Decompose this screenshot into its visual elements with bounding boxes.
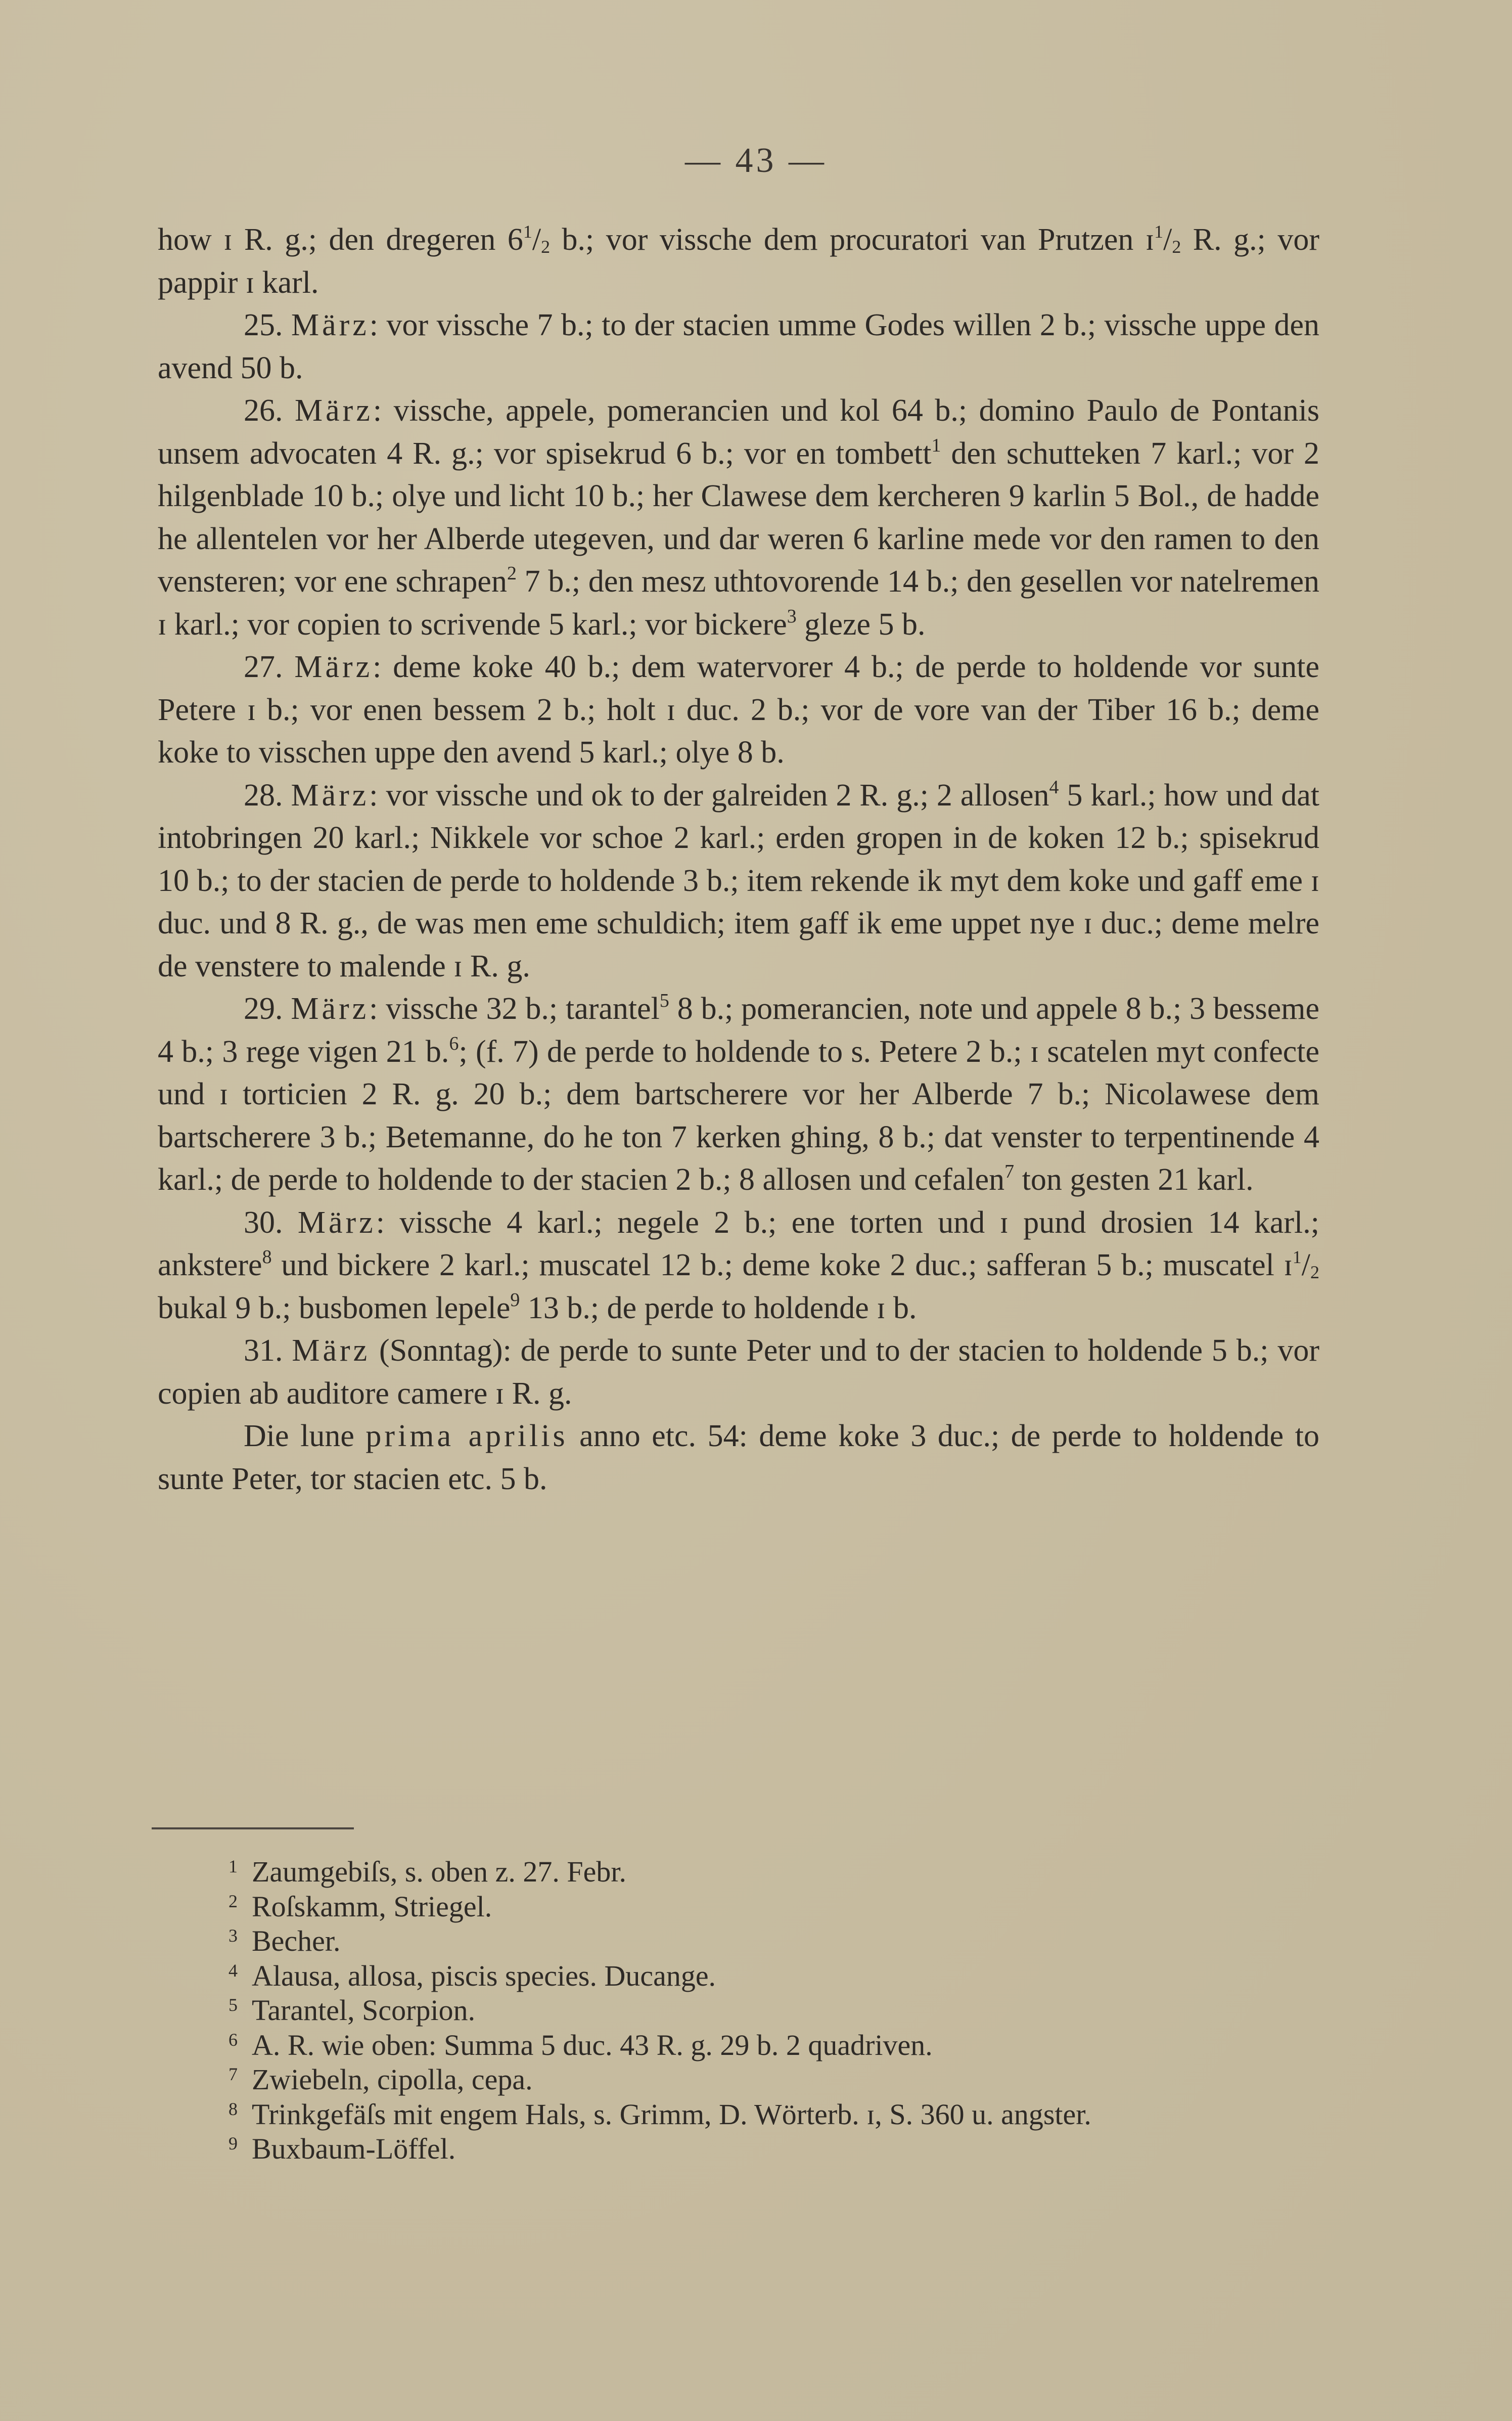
fraction: $^1/_2$ xyxy=(523,221,551,257)
paragraph xyxy=(158,304,1319,389)
text-run: 8 b.; pomerancien, note und appele 8 b.; 3 besseme 4 b.; 3 rege vigen 21 b. xyxy=(158,992,1320,1069)
footnote-text: Roſskamm, Striegel. xyxy=(252,1890,492,1923)
text-run: anno etc. 54: deme koke 3 duc.; de perde to holdende to sunte Peter, tor stacien etc. 5 b. xyxy=(158,1419,1319,1496)
text-run: und bickere 2 karl.; muscatel 12 b.; deme koke 2 duc.; safferan 5 b.; muscatel ɪ xyxy=(271,1248,1293,1282)
footnote-text: Zaumgebiſs, s. oben z. 27. Febr. xyxy=(252,1855,627,1888)
date-month: März xyxy=(292,1333,371,1368)
footnote-text: Trinkgefäſs mit engem Hals, s. Grimm, D. Wörterb. ɪ, S. 360 u. angster. xyxy=(252,2097,1091,2131)
text-run: 26. xyxy=(244,393,295,428)
text-run: 29. xyxy=(244,992,291,1026)
paragraph xyxy=(158,1415,1319,1500)
text-run: : deme koke 40 b.; dem watervorer 4 b.; de perde to holdende vor sunte Petere ɪ b.; vor enen bessem 2 b.; holt ɪ duc. 2 b.; vor de vore van der Tiber 16 b.; deme koke to visschen uppe den avend 5 karl.; olye 8 b. xyxy=(158,650,1320,770)
text-run: (Sonntag): de perde to sunte Peter und to der stacien to holdende 5 b.; vor copien ab auditore camere ɪ R. g. xyxy=(158,1333,1320,1411)
date-month: März xyxy=(291,778,370,813)
text-run: : vissche 32 b.; tarantel xyxy=(369,992,660,1026)
text-run: 28. xyxy=(244,778,291,813)
footnote-reference: 2 xyxy=(507,563,517,584)
footnote-separator xyxy=(152,1827,354,1829)
text-run: bukal 9 b.; busbomen lepele xyxy=(158,1290,511,1325)
footnote: 3 Becher. xyxy=(228,1924,341,1957)
footnote-text: Buxbaum-Löffel. xyxy=(252,2132,456,2165)
date-month: März xyxy=(297,1205,376,1240)
body-text xyxy=(158,218,1319,1500)
footnote: 2 Roſskamm, Striegel. xyxy=(228,1890,492,1923)
text-run: : vor vissche 7 b.; to der stacien umme Godes willen 2 b.; vissche uppe den avend 50 b. xyxy=(158,308,1319,385)
footnote: 4 Alausa, allosa, piscis species. Ducange. xyxy=(228,1959,716,1992)
text-run: R. g.; vor pappir ɪ karl. xyxy=(158,222,1319,300)
date-month: März xyxy=(295,393,373,428)
fraction: $^1/_2$ xyxy=(1292,1247,1319,1282)
text-run: : vissche, appele, pomerancien und kol 64 b.; domino Paulo de Pontanis unsem advocaten 4 R. g.; vor spisekrud 6 b.; vor en tombett xyxy=(158,393,1319,471)
paragraph xyxy=(158,1201,1319,1330)
text-run: : vissche 4 karl.; negele 2 b.; ene torten und ɪ pund drosien 14 karl.; ankstere xyxy=(158,1205,1319,1282)
text-run: den schutteken 7 karl.; vor 2 hilgenblade 10 b.; olye und licht 10 b.; her Clawese dem kercheren 9 karlin 5 Bol., de hadde he allentelen vor her Alberde utegeven, und dar weren 6 karline mede vor den ramen to den vensteren; vor ene schrapen xyxy=(158,436,1319,599)
paragraph xyxy=(158,988,1319,1201)
footnote: 7 Zwiebeln, cipolla, cepa. xyxy=(228,2063,533,2096)
text-run: ton gesten 21 karl. xyxy=(1014,1162,1254,1197)
footnote-reference: 8 xyxy=(262,1246,272,1268)
footnote-text: Zwiebeln, cipolla, cepa. xyxy=(252,2063,533,2096)
footnote-reference: 1 xyxy=(931,434,941,456)
footnote-text: Alausa, allosa, piscis species. Ducange. xyxy=(252,1959,716,1992)
date-month: März xyxy=(291,992,370,1026)
page-number: — 43 — xyxy=(685,141,827,180)
footnote-reference: 6 xyxy=(449,1033,459,1054)
text-run: 25. xyxy=(244,308,291,342)
text-run: 31. xyxy=(244,1333,292,1368)
date-month: März xyxy=(291,308,370,342)
text-run: gleze 5 b. xyxy=(796,607,926,642)
paragraph xyxy=(158,389,1319,646)
text-run: how ɪ R. g.; den dregeren 6 xyxy=(158,222,523,257)
text-run: 5 karl.; how und dat intobringen 20 karl.; Nikkele vor schoe 2 karl.; erden gropen in de koken 12 b.; spisekrud 10 b.; to der stacien de perde to holdende 3 b.; item rekende ik myt dem koke und gaff eme ɪ duc. und 8 R. g., de was men eme schuldich; item gaff ik eme uppet nye ɪ duc.; deme melre de venstere to malende ɪ R. g. xyxy=(158,778,1319,983)
footnote: 8 Trinkgefäſs mit engem Hals, s. Grimm, D. Wörterb. ɪ, S. 360 u. angster. xyxy=(228,2097,1091,2131)
text-run: ; (f. 7) de perde to holdende to s. Petere 2 b.; ɪ scatelen myt confecte und ɪ torticien 2 R. g. 20 b.; dem bartscherere vor her Alberde 7 b.; Nicolawese dem bartscherere 3 b.; Betemanne, do he ton 7 kerken ghing, 8 b.; dat venster to terpentinende 4 karl.; de perde to holdende to der stacien 2 b.; 8 allosen und cefalen xyxy=(158,1034,1319,1197)
text-run: : vor vissche und ok to der galreiden 2 R. g.; 2 allosen xyxy=(369,778,1049,813)
text-run: b.; vor vissche dem procuratori van Prutzen ɪ xyxy=(550,222,1155,257)
text-run: Die lune xyxy=(244,1419,366,1453)
footnote-text: Becher. xyxy=(252,1924,341,1957)
paragraph xyxy=(158,774,1319,988)
fraction: $^1/_2$ xyxy=(1154,221,1181,257)
footnote: 1 Zaumgebiſs, s. oben z. 27. Febr. xyxy=(228,1855,627,1888)
text-run: 27. xyxy=(244,650,295,684)
footnotes xyxy=(228,1855,1341,2167)
footnote-reference: 4 xyxy=(1049,776,1059,798)
footnote-reference: 3 xyxy=(787,605,797,627)
date-month: März xyxy=(294,650,373,684)
text-run: 13 b.; de perde to holdende ɪ b. xyxy=(520,1290,917,1325)
footnote-text: Tarantel, Scorpion. xyxy=(252,1994,476,2027)
footnote: 6 A. R. wie oben: Summa 5 duc. 43 R. g. 29 b. 2 quadriven. xyxy=(228,2028,933,2061)
paragraph xyxy=(158,218,1319,304)
text-run: 30. xyxy=(244,1205,298,1240)
footnote: 5 Tarantel, Scorpion. xyxy=(228,1994,476,2027)
paragraph xyxy=(158,1329,1319,1415)
footnote: 9 Buxbaum-Löffel. xyxy=(228,2132,456,2165)
footnote-reference: 5 xyxy=(659,990,669,1011)
footnote-reference: 7 xyxy=(1004,1161,1015,1182)
footnote-text: A. R. wie oben: Summa 5 duc. 43 R. g. 29 b. 2 quadriven. xyxy=(252,2028,933,2061)
paragraph xyxy=(158,646,1319,774)
date-month: prima aprilis xyxy=(365,1419,568,1453)
footnote-reference: 9 xyxy=(510,1289,520,1311)
text-run: 7 b.; den mesz uthtovorende 14 b.; den gesellen vor natelremen ɪ karl.; vor copien to scrivende 5 karl.; vor bickere xyxy=(158,564,1320,642)
